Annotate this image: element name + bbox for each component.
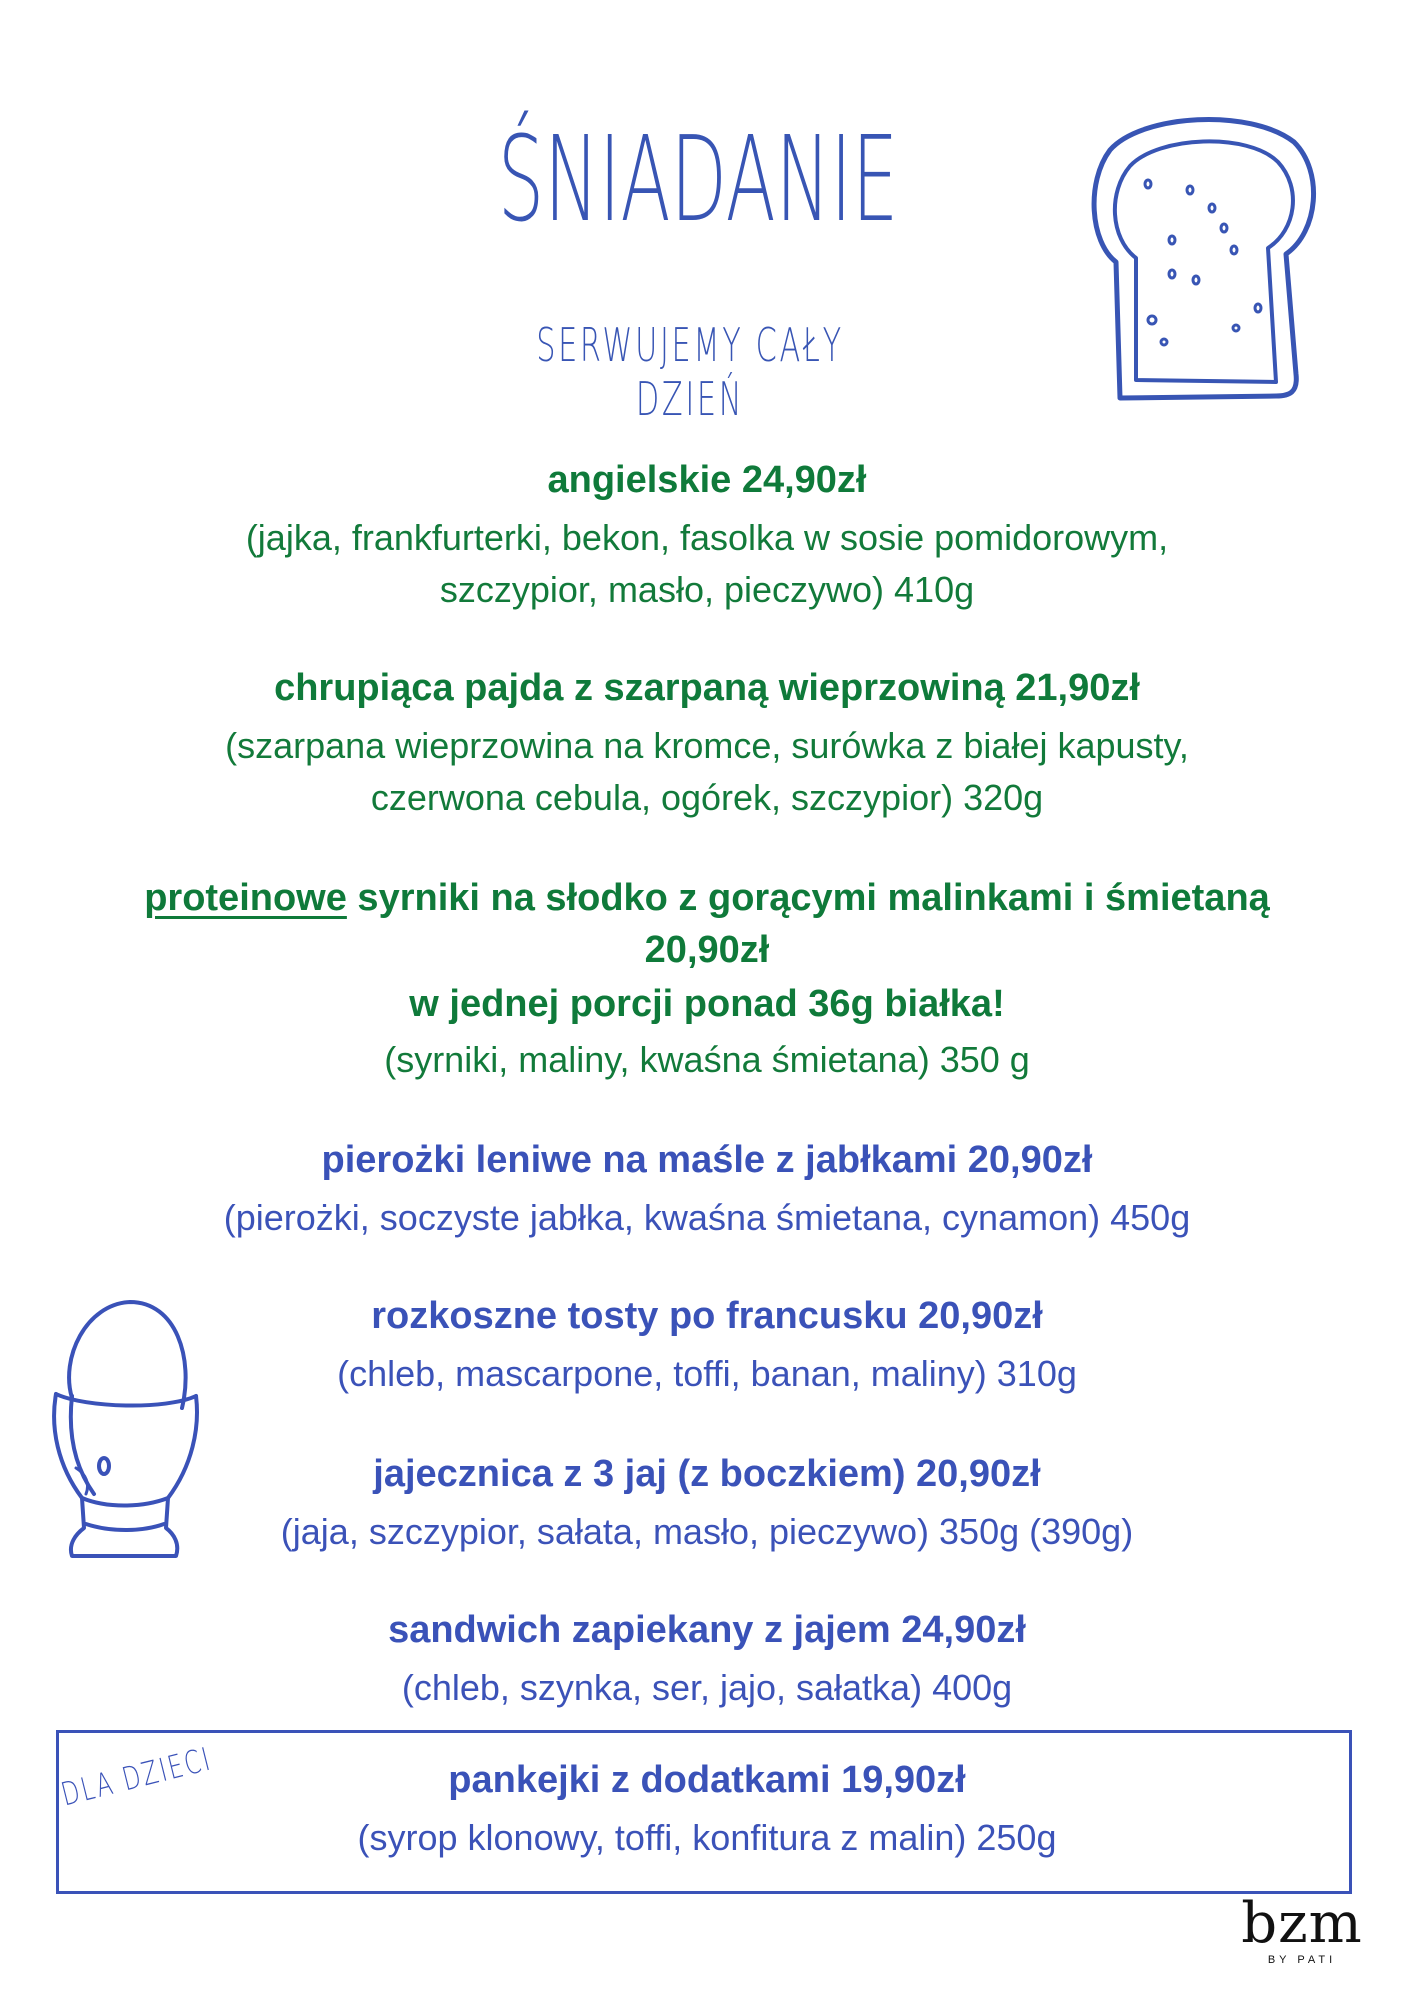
egg-cup-icon [46, 1298, 206, 1562]
item-desc-line: (syrniki, maliny, kwaśna śmietana) 350 g [384, 1039, 1030, 1080]
item-desc-line: (chleb, szynka, ser, jajo, sałatka) 400g [401, 1667, 1013, 1708]
menu-item [0, 874, 1414, 1084]
toast-icon [1080, 112, 1320, 402]
menu-item [0, 456, 1414, 614]
item-desc-line: (chleb, mascarpone, toffi, banan, maliny) 310g [337, 1353, 1077, 1394]
item-name: angielskie 24,90zł [547, 459, 867, 501]
menu-subtitle: SERWUJEMY CAŁY DZIEŃ [536, 318, 844, 426]
menu-item [0, 1292, 1414, 1398]
item-desc-line: szczypior, masło, pieczywo) 410g [439, 569, 975, 610]
item-note: w jednej porcji ponad 36g białka! [409, 983, 1005, 1025]
item-desc-line: (syrop klonowy, toffi, konfitura z malin) 250g [357, 1817, 1057, 1858]
item-desc-line: (pierożki, soczyste jabłka, kwaśna śmietana, cynamon) 450g [223, 1197, 1191, 1238]
logo-main: bzm [1241, 1891, 1363, 1956]
brand-logo [1232, 1891, 1372, 1966]
item-desc-line: (jajka, frankfurterki, bekon, fasolka w sosie pomidorowym, [245, 517, 1169, 558]
item-name: sandwich zapiekany z jajem 24,90zł [388, 1609, 1026, 1651]
item-price: 20,90zł [644, 929, 770, 971]
item-name-rest: syrniki na słodko z gorącymi malinkami i śmietaną [346, 877, 1270, 919]
item-name: chrupiąca pajda z szarpaną wieprzowiną 21,90zł [274, 667, 1140, 709]
logo-sub: BY PATI [1267, 1954, 1337, 1966]
menu-title-wrap [380, 110, 1000, 300]
menu-item [0, 664, 1414, 822]
item-desc-line: (jaja, szczypior, sałata, masło, pieczywo) 350g (390g) [280, 1511, 1134, 1552]
item-name-highlight: proteinowe [144, 877, 347, 919]
kids-menu-item [0, 1756, 1414, 1862]
item-name: rozkoszne tosty po francusku 20,90zł [371, 1295, 1043, 1337]
item-name: pankejki z dodatkami 19,90zł [448, 1759, 966, 1801]
item-desc-line: czerwona cebula, ogórek, szczypior) 320g [370, 777, 1044, 818]
menu-item [0, 1606, 1414, 1712]
item-name: jajecznica z 3 jaj (z boczkiem) 20,90zł [373, 1453, 1041, 1495]
item-desc-line: (szarpana wieprzowina na kromce, surówka z białej kapusty, [225, 725, 1189, 766]
menu-item [0, 1136, 1414, 1242]
item-name: pierożki leniwe na maśle z jabłkami 20,90zł [321, 1139, 1093, 1181]
kids-tag: DLA DZIECI [57, 1739, 216, 1814]
item-name [0, 874, 1414, 922]
menu-title: ŚNIADANIE [497, 110, 899, 248]
menu-item [0, 1450, 1414, 1556]
